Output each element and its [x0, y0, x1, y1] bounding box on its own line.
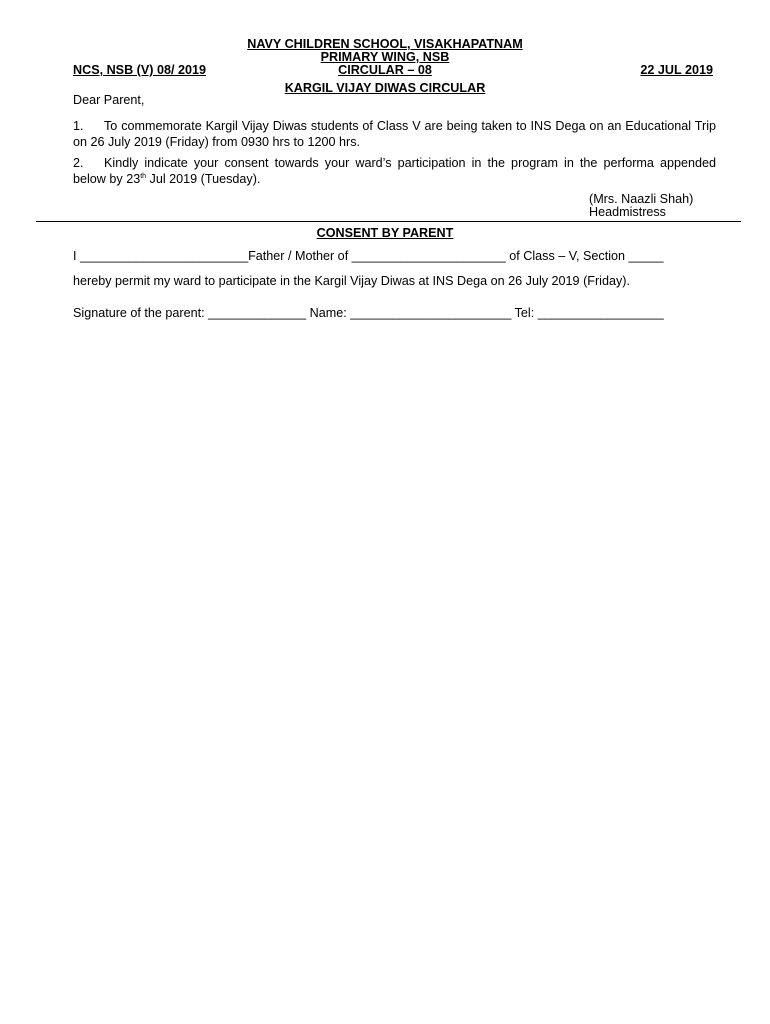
paragraph-1-text: To commemorate Kargil Vijay Diwas students of Class V are being taken to INS Dega on an Educational Trip on 26 July 2019 (Friday) from 0930 hrs to 1200 hrs.: [73, 119, 716, 149]
circular-subject: KARGIL VIJAY DIWAS CIRCULAR: [284, 81, 486, 95]
circular-date: 22 JUL 2019: [640, 63, 713, 77]
paragraph-2: [73, 155, 716, 187]
paragraph-1: [73, 118, 716, 150]
paragraph-1-number: 1.: [73, 119, 84, 133]
circular-number: CIRCULAR – 08: [338, 63, 432, 77]
paragraph-2-text: Kindly indicate your consent towards your ward’s participation in the program in the performa appended below by 23: [73, 156, 716, 186]
wing-name: PRIMARY WING, NSB: [320, 50, 450, 64]
date-superscript: th: [140, 173, 147, 180]
consent-title: CONSENT BY PARENT: [316, 226, 454, 240]
signatory-title: Headmistress: [589, 205, 666, 219]
salutation: Dear Parent,: [73, 93, 145, 107]
consent-line-guardian: I ________________________Father / Mother of ______________________ of Class – V, Section _____: [73, 249, 664, 263]
signatory-name: (Mrs. Naazli Shah): [589, 192, 694, 206]
consent-line-signature: Signature of the parent: ______________ Name: _______________________ Tel: __________________: [73, 306, 664, 320]
circular-reference: NCS, NSB (V) 08/ 2019: [73, 63, 206, 77]
school-name: NAVY CHILDREN SCHOOL, VISAKHAPATNAM: [247, 37, 523, 51]
consent-line-permission: hereby permit my ward to participate in the Kargil Vijay Diwas at INS Dega on 26 July 2019 (Friday).: [73, 274, 630, 288]
paragraph-2-text-end: Jul 2019 (Tuesday).: [146, 172, 261, 186]
section-divider: [36, 221, 741, 222]
paragraph-2-number: 2.: [73, 156, 84, 170]
